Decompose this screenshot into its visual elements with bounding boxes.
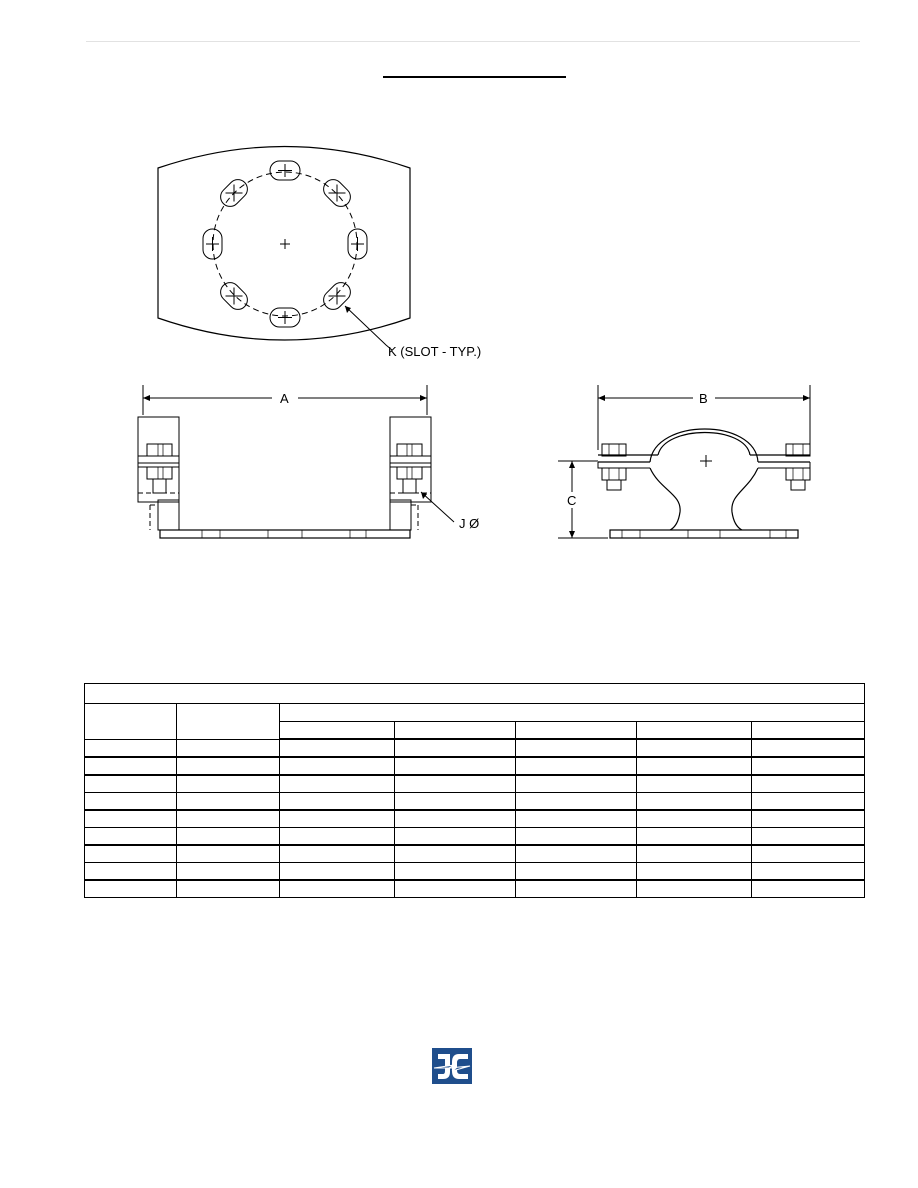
header-cell — [177, 704, 280, 740]
table-row — [85, 739, 865, 757]
table-row — [85, 775, 865, 793]
label-slot: K (SLOT - TYP.) — [388, 344, 482, 359]
dimension-table — [84, 683, 865, 898]
company-logo — [432, 1048, 472, 1084]
table-row — [85, 863, 865, 881]
header-cell — [637, 722, 752, 740]
header-cell — [516, 722, 637, 740]
top-view-plate — [158, 147, 410, 341]
header-cell — [85, 704, 177, 740]
table-row — [85, 793, 865, 811]
header-cell — [280, 722, 395, 740]
table-caption — [85, 684, 865, 704]
label-dim-b: B — [699, 391, 708, 406]
table-header-row — [85, 704, 865, 722]
header-group-cell — [280, 704, 865, 722]
label-dim-j: J Ø — [459, 516, 480, 531]
side-view — [558, 385, 810, 538]
table-row — [85, 757, 865, 775]
table-row — [85, 880, 865, 898]
header-cell — [752, 722, 865, 740]
label-dim-c: C — [567, 493, 577, 508]
table-row — [85, 828, 865, 846]
header-cell — [395, 722, 516, 740]
table-caption-row — [85, 684, 865, 704]
table-row — [85, 845, 865, 863]
label-dim-a: A — [280, 391, 289, 406]
slot-leader — [345, 306, 392, 350]
table-row — [85, 810, 865, 828]
front-view — [138, 385, 479, 538]
